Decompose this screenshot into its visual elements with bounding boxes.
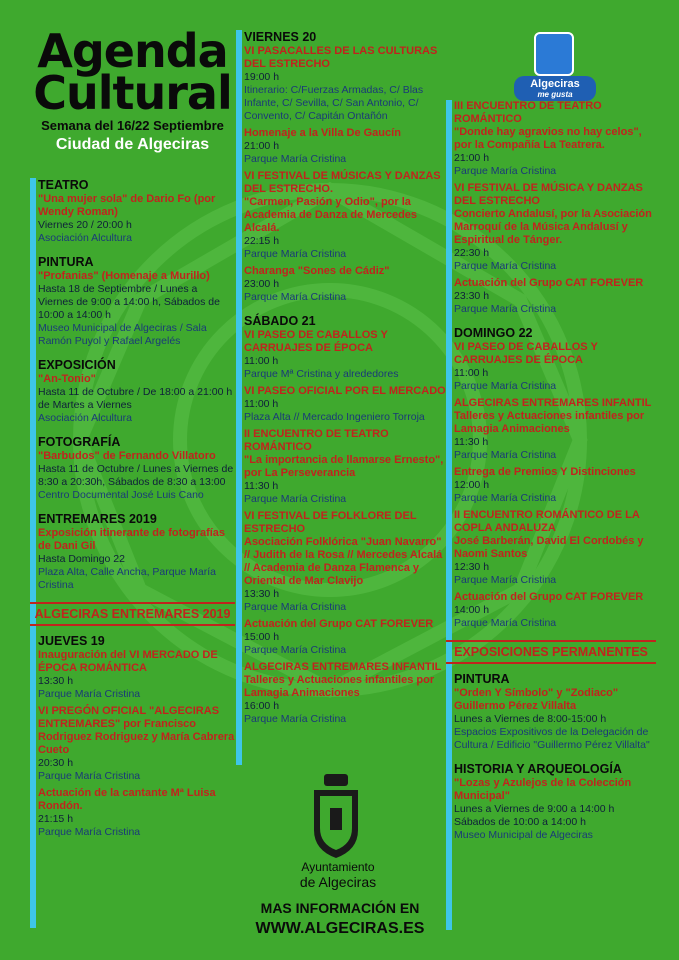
event-title: "Una mujer sola" de Dario Fo (por Wendy Roman) — [38, 193, 216, 218]
section-viernes — [236, 30, 446, 304]
event-place: Parque María Cristina — [454, 380, 557, 392]
exposiciones-permanentes-banner: EXPOSICIONES PERMANENTES — [446, 640, 656, 664]
event — [244, 510, 446, 614]
section-domingo — [446, 326, 656, 630]
event-date: Viernes 20 / 20:00 h — [38, 219, 132, 231]
event-place: Parque María Cristina — [454, 303, 557, 315]
event-place: Parque María Cristina — [454, 260, 557, 272]
event-title: Actuación del Grupo CAT FOREVER — [454, 591, 644, 603]
event-time: 22:30 h — [454, 247, 490, 259]
entremares-banner: ALGECIRAS ENTREMARES 2019 — [30, 602, 235, 626]
event — [38, 649, 235, 701]
event-title: III ENCUENTRO DE TEATRO ROMÁNTICO — [454, 100, 602, 125]
website-link[interactable]: WWW.ALGECIRAS.ES — [255, 920, 425, 937]
event — [454, 509, 656, 587]
event-time: 12:00 h — [454, 479, 490, 491]
event-title: ALGECIRAS ENTREMARES INFANTIL Talleres y Actuaciones infantiles por Lamagia Animaciones — [454, 397, 652, 435]
section-heading: ENTREMARES 2019 — [38, 512, 157, 526]
section-pintura-permanente — [446, 672, 656, 752]
event-place: Parque María Cristina — [454, 449, 557, 461]
event — [244, 618, 446, 657]
event-time: 11:30 h — [454, 436, 489, 448]
week-label: Semana del 16/22 Septiembre — [41, 118, 224, 133]
section-historia — [446, 762, 656, 842]
section-exposicion — [30, 358, 235, 425]
event-place: Plaza Alta // Mercado Ingeniero Torroja — [244, 411, 425, 423]
event-date: Hasta 11 de Octubre / De 18:00 a 21:00 h de Martes a Viernes — [38, 386, 233, 411]
event-time: 11:00 h — [244, 398, 279, 410]
event-time: 14:00 h — [454, 604, 490, 616]
column-1 — [30, 178, 235, 849]
event-title: "Barbudos" de Fernando Villatoro — [38, 450, 216, 462]
event — [244, 661, 446, 726]
event-subtitle: "Donde hay agravios no hay celos", por la Compañía La Teatrera. — [454, 126, 642, 151]
event-place: Parque María Cristina — [454, 492, 557, 504]
event-place: Parque María Cristina — [38, 826, 141, 838]
event-title: Homenaje a la Villa De Gaucín — [244, 127, 401, 139]
event-subtitle: "La importancia de llamarse Ernesto", por La Perseverancia — [244, 454, 444, 479]
event-date: Hasta 18 de Septiembre / Lunes a Viernes de 9:00 a 14:00 h, Sábados de 10:00 a 14:00 h — [38, 283, 220, 321]
event-time: 15:00 h — [244, 631, 280, 643]
event-place: Parque María Cristina — [244, 644, 347, 656]
section-heading: PINTURA — [454, 672, 510, 686]
event-time: 11:30 h — [244, 480, 279, 492]
event-time: 23:00 h — [244, 278, 280, 290]
event — [244, 385, 446, 424]
event-title: "Lozas y Azulejos de la Colección Municipal" — [454, 777, 632, 802]
logo-tagline: me gusta — [537, 90, 573, 99]
event-title: VI FESTIVAL DE MÚSICA Y DANZAS DEL ESTRECHO — [454, 182, 643, 207]
event — [454, 466, 656, 505]
event-title: Exposición itinerante de fotografías de Dani Gil — [38, 527, 226, 552]
event-place: Parque María Cristina — [454, 574, 557, 586]
event-place: Parque María Cristina — [454, 617, 557, 629]
event — [38, 705, 235, 783]
logo-text — [514, 76, 596, 101]
event-time: 13:30 h — [38, 675, 74, 687]
section-fotografia — [30, 435, 235, 502]
event — [244, 170, 446, 261]
event-place: Parque Mª Cristina y alrededores — [244, 368, 399, 380]
event-place: Parque María Cristina — [454, 165, 557, 177]
section-heading: DOMINGO 22 — [454, 326, 533, 340]
event-title: VI FESTIVAL DE FOLKLORE DEL ESTRECHO — [244, 510, 417, 535]
event — [38, 787, 235, 839]
event-subtitle: Concierto Andalusí, por la Asociación Marroquí de la Música Andalusí y Espiritual de Tánger. — [454, 208, 652, 246]
event-place: Museo Municipal de Algeciras / Sala Ramón Puyol y Rafael Argelés — [38, 322, 207, 347]
event-date: Hasta Domingo 22 — [38, 553, 125, 565]
title-line-2: Cultural — [33, 66, 232, 120]
algeciras-me-gusta-logo — [514, 32, 596, 102]
event-title: Entrega de Premios Y Distinciones — [454, 466, 636, 478]
event-place: Parque María Cristina — [244, 291, 347, 303]
event-place: Espacios Expositivos de la Delegación de Cultura / Edificio "Guillermo Pérez Villalta" — [454, 726, 650, 751]
ayuntamiento-label — [258, 860, 418, 890]
event-title: II ENCUENTRO DE TEATRO ROMÁNTICO — [244, 428, 389, 453]
event — [454, 182, 656, 273]
event-title: Actuación del Grupo CAT FOREVER — [244, 618, 434, 630]
section-pintura — [30, 255, 235, 348]
event-title: "Profanias" (Homenaje a Murillo) — [38, 270, 210, 282]
event-place: Asociación Alcultura — [38, 232, 132, 244]
event — [454, 397, 656, 462]
section-teatro — [30, 178, 235, 245]
event-subtitle: Asociación Folklórica "Juan Navarro" // Judith de la Rosa // Mercedes Alcalá // Academia de Danza Flamenca y Oriental de Mar Clavijo — [244, 536, 443, 587]
section-heading: HISTORIA Y ARQUEOLOGÍA — [454, 762, 622, 776]
event — [454, 277, 656, 316]
section-heading: VIERNES 20 — [244, 30, 317, 44]
event-title: VI PREGÓN OFICIAL "ALGECIRAS ENTREMARES" por Francisco Rodriguez Rodriguez y María Cabrera Cueto — [38, 705, 235, 756]
event-title: VI PASEO DE CABALLOS Y CARRUAJES DE ÉPOCA — [244, 329, 388, 354]
event-title: Actuación del Grupo CAT FOREVER — [454, 277, 644, 289]
ayuntamiento-line-1: Ayuntamiento — [301, 860, 375, 874]
event-place: Parque María Cristina — [244, 713, 347, 725]
section-heading: TEATRO — [38, 178, 89, 192]
section-heading: FOTOGRAFÍA — [38, 435, 121, 449]
event-time: 11:00 h — [454, 367, 489, 379]
event-time: 21:00 h — [244, 140, 280, 152]
event-date: Lunes a Viernes de 8:00-15:00 h — [454, 713, 607, 725]
event-subtitle: "Carmen, Pasión y Odio", por la Academia de Danza de Mercedes Alcalá. — [244, 196, 418, 234]
logo-name: Algeciras — [530, 78, 580, 90]
event-time: 22:15 h — [244, 235, 280, 247]
event — [244, 127, 446, 166]
event-place: Parque María Cristina — [244, 493, 347, 505]
event-time: 21:00 h — [454, 152, 490, 164]
event-place: Parque María Cristina — [244, 601, 347, 613]
event — [244, 329, 446, 381]
title-line-1: Agenda — [37, 24, 228, 78]
event — [454, 341, 656, 393]
event-title: "An-Tonio" — [38, 373, 96, 385]
event — [244, 428, 446, 506]
event-title: VI FESTIVAL DE MÚSICAS Y DANZAS DEL ESTRECHO. — [244, 170, 441, 195]
event-place: Parque María Cristina — [244, 248, 347, 260]
event — [244, 265, 446, 304]
ayuntamiento-line-2: de Algeciras — [299, 874, 377, 890]
section-heading: JUEVES 19 — [38, 634, 105, 648]
event-time: 19:00 h — [244, 71, 280, 83]
section-heading: EXPOSICIÓN — [38, 358, 116, 372]
section-entremares — [30, 512, 235, 592]
event-title: ALGECIRAS ENTREMARES INFANTIL Talleres y Actuaciones infantiles por Lamagia Animaciones — [244, 661, 442, 699]
event-place: Parque María Cristina — [38, 688, 141, 700]
event-time: 11:00 h — [244, 355, 279, 367]
column-2 — [236, 30, 446, 736]
section-sabado-cont — [446, 100, 656, 316]
event-time: 21:15 h — [38, 813, 74, 825]
event-time: 20:30 h — [38, 757, 74, 769]
event-time: 23:30 h — [454, 290, 490, 302]
event-place: Centro Documental José Luis Cano — [38, 489, 204, 501]
city-label: Ciudad de Algeciras — [55, 136, 210, 153]
poster-header — [30, 24, 235, 154]
event-title: VI PASEO DE CABALLOS Y CARRUAJES DE ÉPOCA — [454, 341, 598, 366]
event — [454, 100, 656, 178]
event-place: Museo Municipal de Algeciras — [454, 829, 593, 841]
event-time: 12:30 h — [454, 561, 490, 573]
event-place: Asociación Alcultura — [38, 412, 132, 424]
section-heading: PINTURA — [38, 255, 94, 269]
event-subtitle: José Barberán, David El Cordobés y Naomi Santos — [454, 535, 644, 560]
event-time: 16:00 h — [244, 700, 280, 712]
section-heading: SÁBADO 21 — [244, 314, 316, 328]
event-place: Parque María Cristina — [38, 770, 141, 782]
event — [454, 591, 656, 630]
city-crest-icon — [308, 772, 364, 860]
section-sabado — [236, 314, 446, 726]
event-title: Inauguración del VI MERCADO DE ÉPOCA ROMÁNTICA — [38, 649, 218, 674]
event-date: Lunes a Viernes de 9:00 a 14:00 h Sábados de 10:00 a 14:00 h — [454, 803, 615, 828]
column-3 — [446, 100, 656, 852]
event-title: "Orden Y Símbolo" y "Zodiaco" Guillermo Pérez Villalta — [454, 687, 619, 712]
event-place: Parque María Cristina — [244, 153, 347, 165]
event-place: Itinerario: C/Fuerzas Armadas, C/ Blas Infante, C/ Sevilla, C/ San Antonio, C/ Convento, C/ Capitán Ontañón — [244, 84, 424, 122]
footer-info — [240, 900, 440, 938]
event — [244, 45, 446, 123]
section-jueves — [30, 634, 235, 839]
event-date: Hasta 11 de Octubre / Lunes a Viernes de 8:30 a 20:30h, Sábados de 8:30 a 13:00 — [38, 463, 234, 488]
thumbs-up-icon — [534, 32, 574, 76]
event-title: Actuación de la cantante Mª Luisa Rondón. — [38, 787, 216, 812]
more-info-label: MAS INFORMACIÓN EN — [260, 900, 420, 916]
event-title: Charanga "Sones de Cádiz" — [244, 265, 390, 277]
event-title: II ENCUENTRO ROMÁNTICO DE LA COPLA ANDALUZA — [454, 509, 640, 534]
event-title: VI PASEO OFICIAL POR EL MERCADO — [244, 385, 446, 397]
event-time: 13:30 h — [244, 588, 280, 600]
event-place: Plaza Alta, Calle Ancha, Parque María Cristina — [38, 566, 217, 591]
event-title: VI PASACALLES DE LAS CULTURAS DEL ESTRECHO — [244, 45, 438, 70]
